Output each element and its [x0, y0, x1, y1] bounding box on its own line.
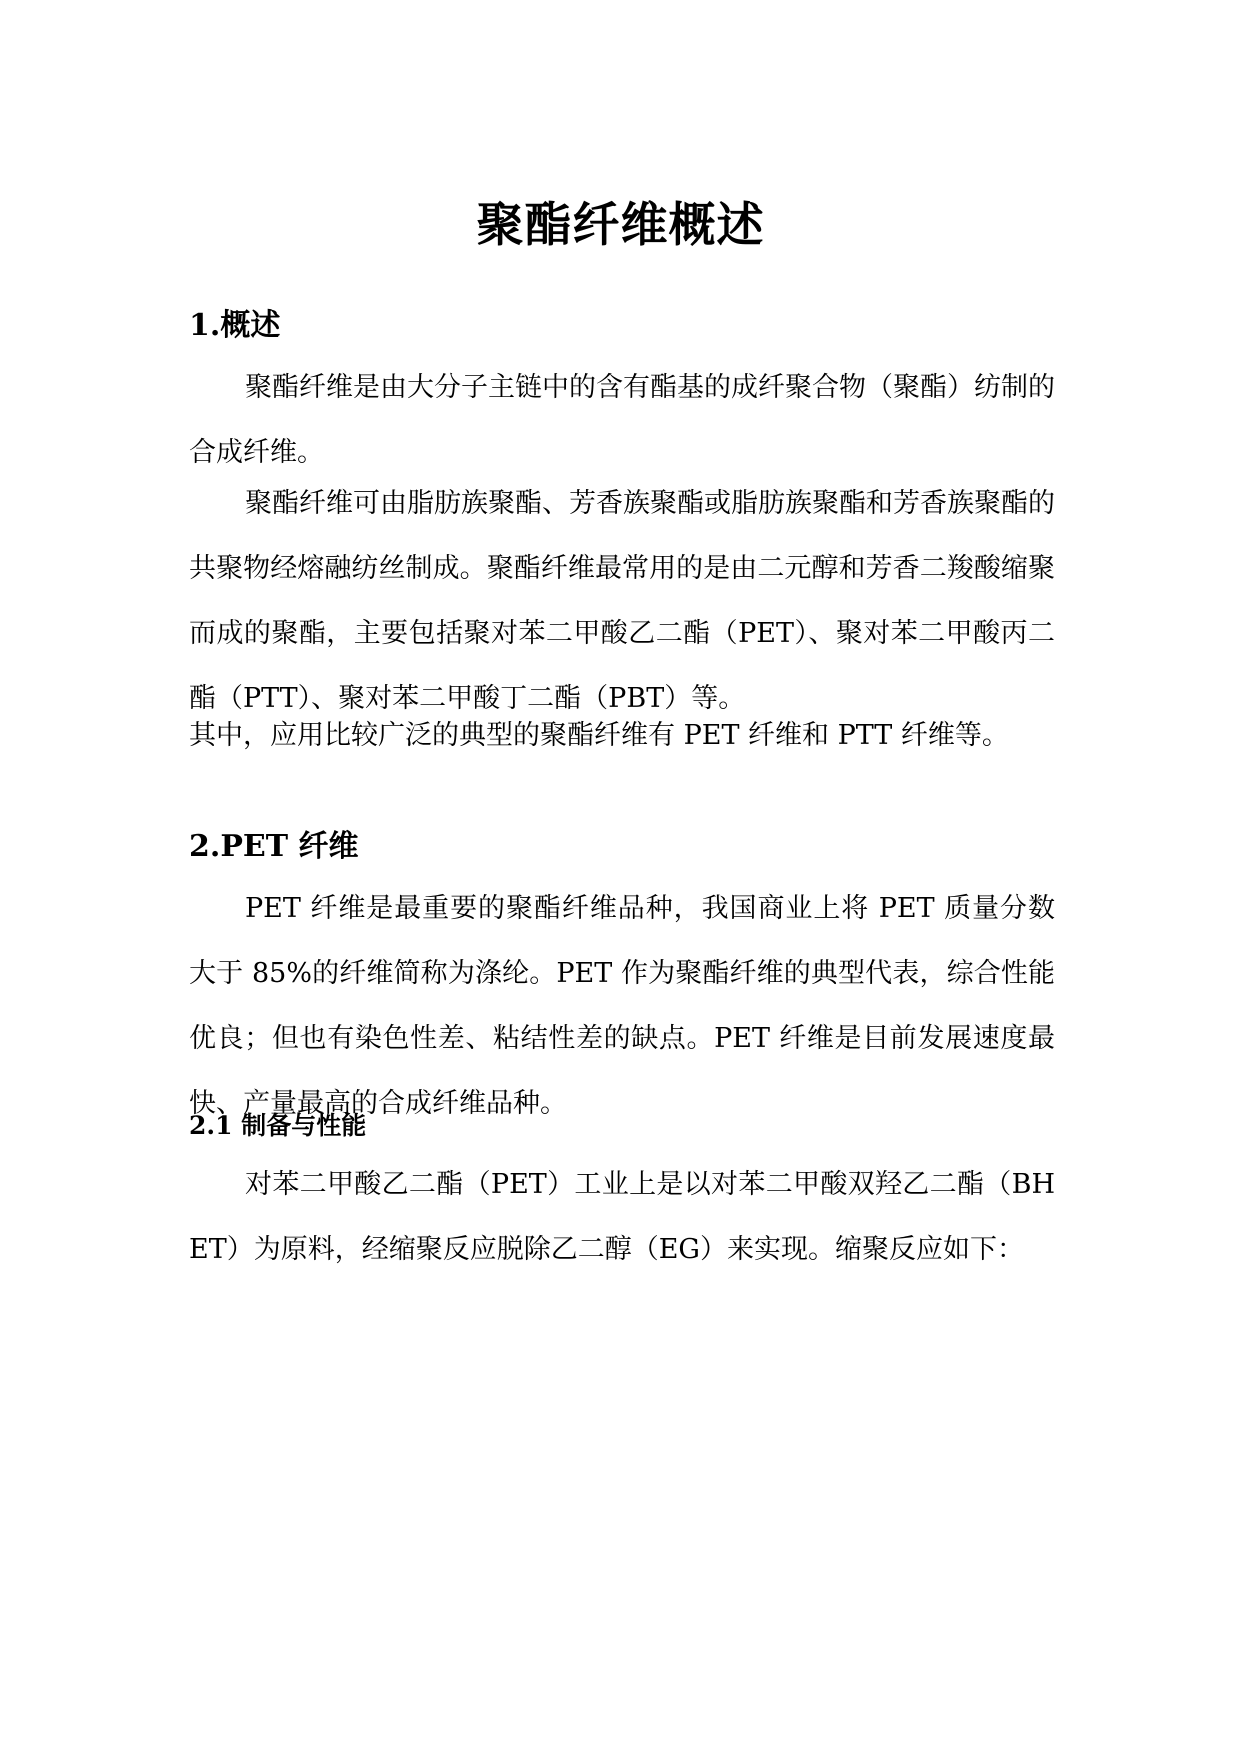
paragraph-composition: 聚酯纤维可由脂肪族聚酯、芳香族聚酯或脂肪族聚酯和芳香族聚酯的共聚物经熔融纺丝制成。聚酯纤维最常用的是由二元醇和芳香二羧酸缩聚而成的聚酯，主要包括聚对苯二甲酸乙二酯（PET）、聚对苯二甲酸丙二酯（PTT）、聚对苯二甲酸丁二酯（PBT）等。 — [189, 488, 1055, 714]
paragraph-preparation: 对苯二甲酸乙二酯（PET）工业上是以对苯二甲酸双羟乙二酯（BHET）为原料，经缩聚反应脱除乙二醇（EG）来实现。缩聚反应如下： — [189, 1169, 1055, 1265]
paragraph-pet-intro: PET 纤维是最重要的聚酯纤维品种，我国商业上将 PET 质量分数大于 85%的纤维简称为涤纶。PET 作为聚酯纤维的典型代表，综合性能优良；但也有染色性差、粘结性差的缺点。PET 纤维是目前发展速度最快、产量最高的合成纤维品种。 — [189, 893, 1055, 1119]
section-heading-pet-fiber: 2.PET 纤维 — [189, 829, 359, 864]
paragraph-definition: 聚酯纤维是由大分子主链中的含有酯基的成纤聚合物（聚酯）纺制的合成纤维。 — [189, 372, 1055, 468]
page-title: 聚酯纤维概述 — [476, 198, 765, 253]
subsection-heading-preparation: 2.1 制备与性能 — [189, 1111, 367, 1140]
paragraph-typical-fibers: 其中，应用比较广泛的典型的聚酯纤维有 PET 纤维和 PTT 纤维等。 — [189, 720, 1009, 751]
section-heading-overview: 1.概述 — [189, 308, 281, 343]
